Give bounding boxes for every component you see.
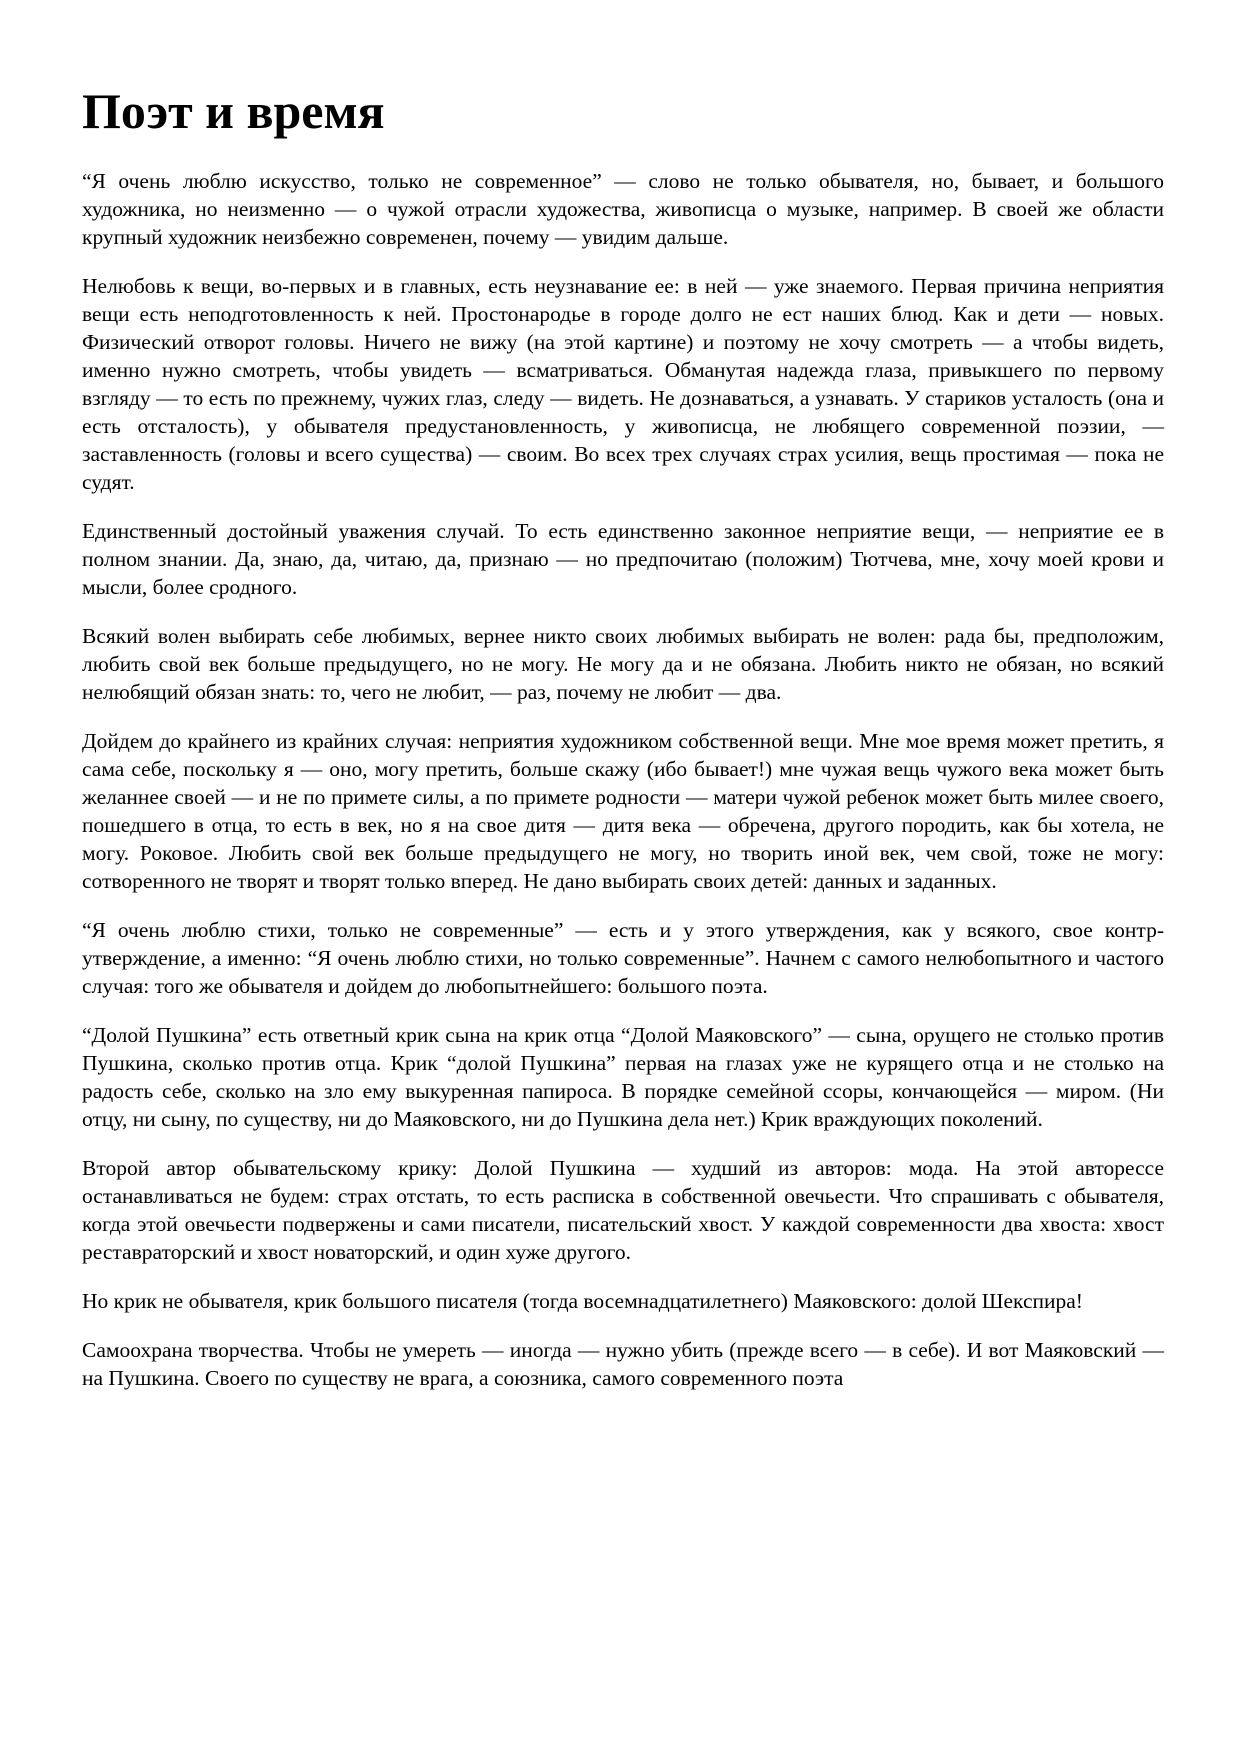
paragraph-8: Второй автор обывательскому крику: Долой Пушкина — худший из авторов: мода. На этой авторессе останавливаться не будем: страх отстать, то есть расписка в собственной овечьести. Что спрашивать с обывателя, когда этой овечьести подвержены и сами писатели, писательский хвост. У каждой современности два хвоста: хвост реставраторский и хвост новаторский, и один хуже другого. xyxy=(82,1156,1164,1264)
paragraph-7: “Долой Пушкина” есть ответный крик сына на крик отца “Долой Маяковского” — сына, орущего не столько против Пушкина, сколько против отца. Крик “долой Пушкина” первая на глазах уже не курящего отца и не столько на радость себе, сколько на зло ему выкуренная папироса. В порядке семейной ссоры, кончающейся — миром. (Ни отцу, ни сыну, по существу, ни до Маяковского, ни до Пушкина дела нет.) Крик враждующих поколений. xyxy=(82,1023,1164,1131)
page-title: Поэт и время xyxy=(82,83,385,139)
paragraph-10: Самоохрана творчества. Чтобы не умереть — иногда — нужно убить (прежде всего — в себе). И вот Маяковский — на Пушкина. Своего по существу не врага, а союзника, самого современного поэта xyxy=(82,1338,1164,1390)
paragraph-4: Всякий волен выбирать себе любимых, вернее никто своих любимых выбирать не волен: рада бы, предположим, любить свой век больше предыдущего, но не могу. Не могу да и не обязана. Любить никто не обязан, но всякий нелюбящий обязан знать: то, чего не любит, — раз, почему не любит — два. xyxy=(82,624,1164,704)
paragraph-9: Но крик не обывателя, крик большого писателя (тогда восемнадцатилетнего) Маяковского: долой Шекспира! xyxy=(82,1289,1083,1313)
paragraph-2: Нелюбовь к вещи, во-первых и в главных, есть неузнавание ее: в ней — уже знаемого. Первая причина неприятия вещи есть неподготовленность к ней. Простонародье в городе долго не ест наших блюд. Как и дети — новых. Физический отворот головы. Ничего не вижу (на этой картине) и поэтому не хочу смотреть — а чтобы видеть, именно нужно смотреть, чтобы увидеть — всматриваться. Обманутая надежда глаза, привыкшего по первому взгляду — то есть по прежнему, чужих глаз, следу — видеть. Не дознаваться, а узнавать. У стариков усталость (она и есть отсталость), у обывателя предустановленность, у живописца, не любящего современной поэзии, — заставленность (головы и всего существа) — своим. Во всех трех случаях страх усилия, вещь простимая — пока не судят. xyxy=(82,274,1164,494)
paragraph-3: Единственный достойный уважения случай. То есть единственно законное неприятие вещи, — неприятие ее в полном знании. Да, знаю, да, читаю, да, признаю — но предпочитаю (положим) Тютчева, мне, хочу моей крови и мысли, более сродного. xyxy=(82,519,1164,599)
paragraph-6: “Я очень люблю стихи, только не современные” — есть и у этого утверждения, как у всякого, свое контр-утверждение, а именно: “Я очень люблю стихи, но только современные”. Начнем с самого нелюбопытного и частого случая: того же обывателя и дойдем до любопытнейшего: большого поэта. xyxy=(82,918,1164,998)
paragraph-1: “Я очень люблю искусство, только не современное” — слово не только обывателя, но, бывает, и большого художника, но неизменно — о чужой отрасли художества, живописца о музыке, например. В своей же области крупный художник неизбежно современен, почему — увидим дальше. xyxy=(82,169,1164,249)
paragraph-5: Дойдем до крайнего из крайних случая: неприятия художником собственной вещи. Мне мое время может претить, я сама себе, поскольку я — оно, могу претить, больше скажу (ибо бывает!) мне чужая вещь чужого века может быть желаннее своей — и не по примете силы, а по примете родности — матери чужой ребенок может быть милее своего, пошедшего в отца, то есть в век, но я на свое дитя — дитя века — обречена, другого породить, как бы хотела, не могу. Роковое. Любить свой век больше предыдущего не могу, но творить иной век, чем свой, тоже не могу: сотворенного не творят и творят только вперед. Не дано выбирать своих детей: данных и заданных. xyxy=(82,729,1164,893)
